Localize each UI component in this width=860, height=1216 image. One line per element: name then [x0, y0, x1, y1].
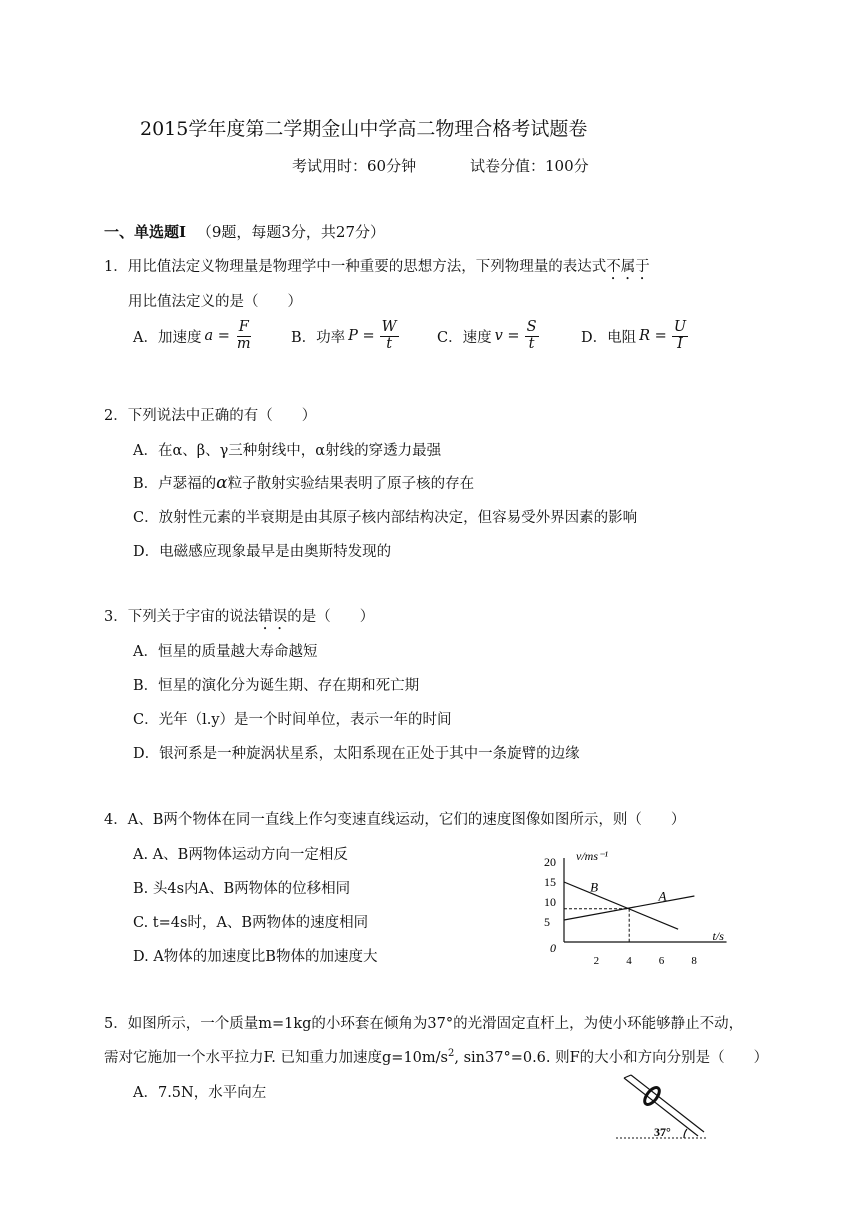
q5-stem-line2-prefix: 需对它施加一个水平拉力F. 已知重力加速度g=10m/s [104, 1050, 448, 1066]
rod-end-cap [624, 1075, 631, 1078]
q3-stem-suffix: 的是（ ） [287, 609, 375, 625]
q4-option-d: D. A物体的加速度比B物体的加速度大 [133, 949, 378, 965]
y-tick-label: 5 [544, 915, 550, 929]
rod-lower-edge [631, 1075, 704, 1132]
q2-option-b [133, 472, 474, 493]
q1-option-d-fraction [672, 320, 688, 353]
q1-option-a-fraction [235, 320, 253, 353]
x-tick-label: 8 [691, 955, 697, 967]
q2-option-b-alpha: α [216, 473, 228, 493]
q1-option-d-numerator: U [673, 319, 687, 335]
q1-option-c-label: C．速度 [437, 329, 492, 346]
q5-stem-line2 [104, 1046, 768, 1067]
q1-option-b-lhs: P = [348, 328, 375, 345]
q2-option-b-suffix: 粒子散射实验结果表明了原子核的存在 [227, 476, 475, 492]
section-heading [104, 221, 385, 242]
q1-option-b-denominator: t [386, 335, 393, 352]
exam-time: 考试用时：60分钟 [292, 157, 417, 175]
q1-option-d-denominator: I [677, 335, 683, 352]
q5-stem-line1: 5．如图所示，一个质量m=1kg的小环套在倾角为37°的光滑固定直杆上，为使小环能够静止不动， [104, 1016, 744, 1032]
x-tick-label: 6 [658, 955, 665, 967]
q4-option-b: B. 头4s内A、B两物体的位移相同 [133, 881, 351, 897]
x-tick-label: 4 [626, 955, 632, 967]
q1-option-d-label: D．电阻 [581, 329, 637, 346]
q1-option-d-lhs: R = [639, 328, 667, 345]
q2-option-d: D．电磁感应现象最早是由奥斯特发现的 [133, 544, 392, 560]
q1-stem [104, 255, 650, 283]
q1-option-a-label: A．加速度 [133, 329, 202, 346]
q1-option-c-lhs: v = [494, 328, 520, 345]
q3-option-c: C．光年（l.y）是一个时间单位，表示一年的时间 [133, 712, 452, 728]
q1-option-c-numerator: S [526, 319, 537, 335]
q2-option-c: C．放射性元素的半衰期是由其原子核内部结构决定，但容易受外界因素的影响 [133, 510, 638, 526]
q2-option-b-prefix: B．卢瑟福的 [133, 476, 217, 492]
exam-score: 试卷分值：100分 [470, 157, 589, 175]
q3-stem-prefix: 3．下列关于宇宙的说法 [104, 609, 259, 625]
inclined-rod-figure [612, 1072, 712, 1144]
section-title: 一、单选题Ⅰ [104, 223, 187, 241]
x-tick-label: 2 [593, 955, 600, 967]
q1-option-b-numerator: W [381, 319, 397, 335]
angle-label: 37° [654, 1125, 671, 1139]
series-label-a: A [658, 888, 667, 904]
section-note: （9题，每题3分，共27分） [196, 223, 385, 241]
q5-stem-line2-sup: 2 [447, 1048, 455, 1060]
q1-option-a-numerator: F [238, 319, 249, 335]
x-axis-label: t/s [712, 929, 724, 943]
q1-stem-prefix: 1．用比值法定义物理量是物理学中一种重要的思想方法，下列物理量的表达式 [104, 259, 607, 275]
q3-stem [104, 605, 374, 633]
q2-stem: 2．下列说法中正确的有（ ） [104, 408, 317, 424]
ring [642, 1085, 662, 1107]
y-tick-label: 20 [544, 855, 556, 869]
q4-option-c: C. t=4s时，A、B两物体的速度相同 [133, 915, 369, 931]
q3-option-a: A．恒星的质量越大寿命越短 [133, 644, 318, 660]
q1-option-d [581, 320, 690, 353]
y-tick-label: 15 [544, 875, 556, 889]
q1-stem-line2: 用比值法定义的是（ ） [128, 294, 302, 310]
q1-option-c-denominator: t [528, 335, 535, 352]
q1-option-a [133, 320, 255, 353]
q1-option-b-fraction [380, 320, 399, 353]
q5-stem-line2-suffix: , sin37°=0.6. 则F的大小和方向分别是（ ） [454, 1050, 769, 1066]
q4-stem: 4．A、B两个物体在同一直线上作匀变速直线运动，它们的速度图像如图所示，则（ ） [104, 812, 686, 828]
q4-option-a: A. A、B两物体运动方向一定相反 [133, 847, 348, 863]
velocity-time-graph [530, 838, 730, 973]
q1-option-c-fraction [525, 320, 539, 353]
angle-arc [684, 1129, 687, 1138]
exam-title: 2015学年度第二学期金山中学高二物理合格考试题卷 [140, 118, 588, 140]
q1-option-b [291, 320, 401, 353]
q3-option-b: B．恒星的演化分为诞生期、存在期和死亡期 [133, 678, 420, 694]
origin-label: 0 [550, 941, 556, 955]
q5-option-a: A．7.5N，水平向左 [133, 1085, 267, 1101]
q1-option-b-label: B．功率 [291, 329, 346, 346]
y-tick-label: 10 [544, 895, 556, 909]
q3-option-d: D．银河系是一种旋涡状星系，太阳系现在正处于其中一条旋臂的边缘 [133, 746, 580, 762]
q2-option-a: A．在α、β、γ三种射线中，α射线的穿透力最强 [133, 443, 442, 459]
q1-option-c [437, 320, 541, 353]
q1-stem-emphasis: 不属于 [606, 259, 650, 275]
series-label-b: B [590, 879, 599, 895]
q3-stem-emphasis: 错误 [258, 609, 288, 625]
q1-option-a-denominator: m [236, 335, 251, 352]
y-axis-label: v/ms⁻¹ [576, 849, 608, 863]
q1-option-a-lhs: a = [204, 328, 230, 345]
